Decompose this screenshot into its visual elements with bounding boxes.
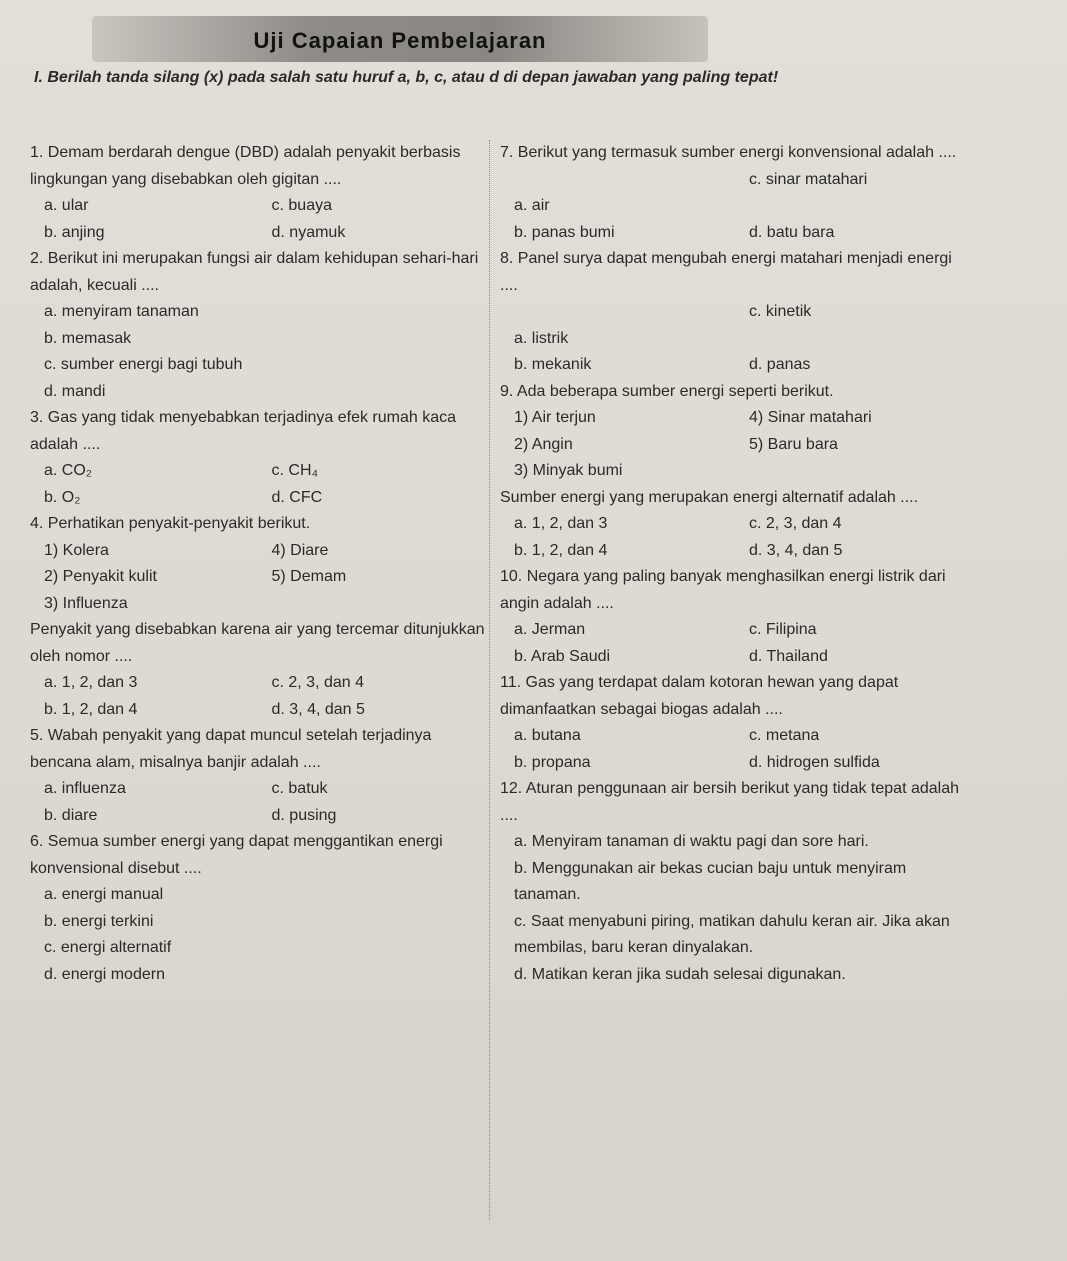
- answer-option[interactable]: b. 1, 2, dan 4: [44, 700, 138, 718]
- answer-option: [258, 591, 486, 618]
- answer-option[interactable]: c. buaya: [271, 197, 332, 214]
- answer-options: [30, 458, 485, 511]
- question-stem: 12. Aturan penggunaan air bersih berikut yang tidak tepat adalah ....: [500, 780, 959, 824]
- answer-option[interactable]: d. hidrogen sulfida: [749, 753, 880, 771]
- answer-option[interactable]: 3) Influenza: [44, 594, 128, 612]
- answer-option[interactable]: c. batuk: [271, 780, 328, 797]
- answer-option[interactable]: a. 1, 2, dan 3: [44, 674, 138, 691]
- question-3: [30, 405, 485, 511]
- answer-options: [500, 511, 970, 564]
- answer-option[interactable]: a. Menyiram tanaman di waktu pagi dan sore hari.: [514, 833, 869, 850]
- answer-option[interactable]: b. mekanik: [514, 356, 592, 373]
- left-column: [30, 140, 485, 988]
- answer-options: [30, 193, 485, 246]
- answer-option[interactable]: a. menyiram tanaman: [44, 303, 199, 320]
- answer-option[interactable]: c. sumber energi bagi tubuh: [44, 356, 243, 373]
- answer-option[interactable]: b. diare: [44, 806, 98, 824]
- column-divider: [489, 140, 491, 1220]
- answer-option[interactable]: b. anjing: [44, 223, 105, 241]
- answer-option[interactable]: d. energi modern: [44, 965, 165, 983]
- answer-options: [30, 538, 485, 618]
- answer-option[interactable]: d. 3, 4, dan 5: [749, 541, 843, 559]
- question-stem: 4. Perhatikan penyakit-penyakit berikut.: [30, 515, 311, 532]
- answer-options: [500, 617, 970, 670]
- answer-option[interactable]: 2) Angin: [514, 435, 573, 453]
- question-stem: 2. Berikut ini merupakan fungsi air dalam kehidupan sehari-hari adalah, kecuali ....: [30, 250, 479, 294]
- answer-option[interactable]: b. energi terkini: [44, 912, 154, 930]
- answer-option[interactable]: c. CH₄: [271, 462, 319, 479]
- answer-option[interactable]: b. panas bumi: [514, 223, 615, 241]
- answer-options: [30, 299, 485, 405]
- question-stem: 9. Ada beberapa sumber energi seperti berikut.: [500, 382, 834, 400]
- answer-options: [500, 299, 970, 379]
- page-title: Uji Capaian Pembelajaran: [253, 28, 547, 53]
- answer-option[interactable]: d. nyamuk: [271, 223, 346, 241]
- question-stem: 1. Demam berdarah dengue (DBD) adalah penyakit berbasis lingkungan yang disebabkan oleh gigitan ....: [30, 144, 461, 188]
- question-stem: 8. Panel surya dapat mengubah energi matahari menjadi energi ....: [500, 250, 952, 294]
- answer-option: [500, 299, 735, 326]
- answer-option[interactable]: d. CFC: [271, 488, 323, 506]
- right-column: [500, 140, 970, 988]
- answer-option[interactable]: a. butana: [514, 727, 581, 744]
- answer-option[interactable]: c. kinetik: [749, 303, 812, 320]
- answer-option[interactable]: b. propana: [514, 753, 591, 771]
- question-stem: 7. Berikut yang termasuk sumber energi konvensional adalah ....: [500, 144, 957, 161]
- answer-options: [500, 723, 970, 776]
- answer-option[interactable]: a. 1, 2, dan 3: [514, 515, 608, 532]
- answer-option: [735, 458, 970, 485]
- question-stem: 10. Negara yang paling banyak menghasilkan energi listrik dari angin adalah ....: [500, 568, 946, 612]
- answer-option[interactable]: 4) Sinar matahari: [749, 409, 872, 426]
- answer-options: [30, 776, 485, 829]
- question-6: [30, 829, 485, 988]
- answer-options: [500, 829, 970, 988]
- answer-option[interactable]: c. 2, 3, dan 4: [749, 515, 842, 532]
- answer-option[interactable]: 3) Minyak bumi: [514, 462, 623, 479]
- answer-options: [500, 167, 970, 247]
- question-stem: 6. Semua sumber energi yang dapat menggantikan energi konvensional disebut ....: [30, 833, 443, 877]
- answer-option[interactable]: d. panas: [749, 356, 811, 373]
- question-stem-continued: Penyakit yang disebabkan karena air yang tercemar ditunjukkan oleh nomor ....: [30, 621, 485, 665]
- question-12: [500, 776, 970, 988]
- answer-option[interactable]: a. energi manual: [44, 886, 164, 903]
- question-stem: 3. Gas yang tidak menyebabkan terjadinya efek rumah kaca adalah ....: [30, 409, 457, 453]
- answer-option[interactable]: d. pusing: [271, 806, 337, 824]
- question-8: [500, 246, 970, 379]
- question-5: [30, 723, 485, 829]
- answer-option[interactable]: d. mandi: [44, 382, 106, 400]
- answer-option[interactable]: c. Filipina: [749, 621, 817, 638]
- answer-option: [735, 326, 970, 353]
- question-stem: 5. Wabah penyakit yang dapat muncul setelah terjadinya bencana alam, misalnya banjir adalah ....: [30, 727, 432, 771]
- answer-option[interactable]: a. ular: [44, 197, 89, 214]
- answer-option[interactable]: d. batu bara: [749, 223, 835, 241]
- answer-option[interactable]: a. influenza: [44, 780, 126, 797]
- answer-option[interactable]: d. Thailand: [749, 647, 828, 665]
- question-7: [500, 140, 970, 246]
- answer-option[interactable]: a. air: [514, 197, 550, 214]
- answer-option[interactable]: a. CO₂: [44, 462, 92, 479]
- answer-option[interactable]: c. Saat menyabuni piring, matikan dahulu keran air. Jika akan membilas, baru keran dinyalakan.: [514, 912, 950, 956]
- answer-option[interactable]: b. 1, 2, dan 4: [514, 541, 608, 559]
- answer-options: [30, 882, 485, 988]
- answer-option[interactable]: d. 3, 4, dan 5: [271, 700, 365, 718]
- instruction: I. Berilah tanda silang (x) pada salah satu huruf a, b, c, atau d di depan jawaban yang paling tepat!: [34, 69, 779, 86]
- answer-option[interactable]: 2) Penyakit kulit: [44, 568, 157, 585]
- title-banner: [92, 16, 708, 62]
- answer-option[interactable]: b. O₂: [44, 488, 81, 506]
- question-stem-continued: Sumber energi yang merupakan energi alternatif adalah ....: [500, 488, 919, 506]
- answer-option[interactable]: d. Matikan keran jika sudah selesai digunakan.: [514, 965, 846, 983]
- question-1: [30, 140, 485, 246]
- answer-option[interactable]: 4) Diare: [271, 541, 329, 559]
- answer-option[interactable]: 5) Baru bara: [749, 435, 838, 453]
- answer-option[interactable]: 1) Kolera: [44, 541, 109, 559]
- answer-option[interactable]: b. Arab Saudi: [514, 647, 611, 665]
- answer-option[interactable]: b. Menggunakan air bekas cucian baju untuk menyiram tanaman.: [514, 859, 907, 903]
- question-2: [30, 246, 485, 405]
- answer-option[interactable]: c. energi alternatif: [44, 939, 172, 956]
- answer-options: [500, 405, 970, 485]
- answer-option[interactable]: c. metana: [749, 727, 820, 744]
- answer-option[interactable]: c. 2, 3, dan 4: [271, 674, 365, 691]
- answer-option[interactable]: 5) Demam: [271, 568, 347, 585]
- answer-option[interactable]: 1) Air terjun: [514, 409, 596, 426]
- answer-option[interactable]: a. Jerman: [514, 621, 586, 638]
- question-stem: 11. Gas yang terdapat dalam kotoran hewan yang dapat dimanfaatkan sebagai biogas adalah ....: [500, 674, 899, 718]
- answer-option[interactable]: a. listrik: [514, 329, 569, 347]
- question-9: [500, 379, 970, 565]
- answer-option: [735, 193, 970, 220]
- answer-options: [30, 670, 485, 723]
- question-10: [500, 564, 970, 670]
- question-11: [500, 670, 970, 776]
- answer-option[interactable]: b. memasak: [44, 329, 132, 347]
- answer-option[interactable]: c. sinar matahari: [749, 170, 868, 188]
- answer-option: [500, 167, 735, 194]
- question-4: [30, 511, 485, 723]
